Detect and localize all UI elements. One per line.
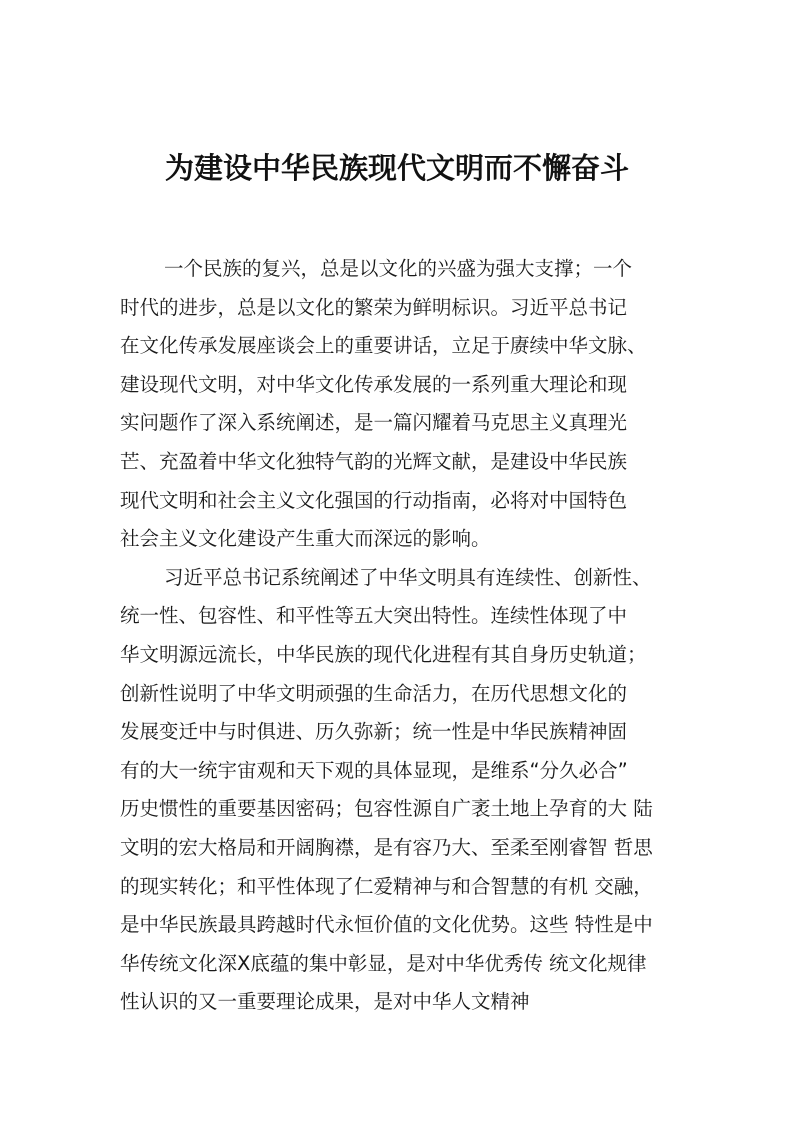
text-line: 现代文明和社会主义文化强国的行动指南，必将对中国特色 [120,488,628,512]
text-line: 文明的宏大格局和开阔胸襟，是有容乃大、至柔至刚睿智 哲思 [120,835,653,859]
text-line: 芒、充盈着中华文化独特气韵的光辉文献，是建设中华民族 [120,449,628,473]
text-line: 发展变迁中与时俱进、历久弥新；统一性是中华民族精神固 [120,720,628,744]
text-line: 一个民族的复兴，总是以文化的兴盛为强大支撑；一个 [164,257,633,280]
text-line: 华传统文化深X底蕴的集中彰显，是对中华优秀传 统文化规律 [120,951,647,975]
text-line: 统一性、包容性、和平性等五大突出特性。连续性体现了中 [120,604,628,628]
text-line: 社会主义文化建设产生重大而深远的影响。 [120,527,491,551]
text-line: 创新性说明了中华文明顽强的生命活力，在历代思想文化的 [120,681,628,705]
paragraph-1 [120,250,700,559]
text-line: 时代的进步，总是以文化的繁荣为鲜明标识。习近平总书记 [120,295,628,319]
text-line: 华文明源远流长，中华民族的现代化进程有其自身历史轨道； [120,642,647,666]
paragraph-2 [120,559,700,1022]
text-line: 是中华民族最具跨越时代永恒价值的文化优势。这些 特性是中 [120,913,653,937]
text-line: 有的大一统宇宙观和天下观的具体显现，是维系“分久必合” [120,758,628,782]
text-line: 性认识的又一重要理论成果，是对中华人文精神 [120,990,530,1014]
document-title: 为建设中华民族现代文明而不懈奋斗 [164,151,629,185]
text-line: 的现实转化；和平性体现了仁爱精神与和合智慧的有机 交融， [120,874,653,898]
text-line: 建设现代文明，对中华文化传承发展的一系列重大理论和现 [120,372,628,396]
text-line: 习近平总书记系统阐述了中华文明具有连续性、创新性、 [164,565,652,589]
text-line: 实问题作了深入系统阐述，是一篇闪耀着马克思主义真理光 [120,411,628,435]
text-line: 在文化传承发展座谈会上的重要讲话，立足于赓续中华文脉、 [120,334,647,358]
text-line: 历史惯性的重要基因密码；包容性源自广袤土地上孕育的大 陆 [120,797,653,821]
document-body [120,250,700,1022]
